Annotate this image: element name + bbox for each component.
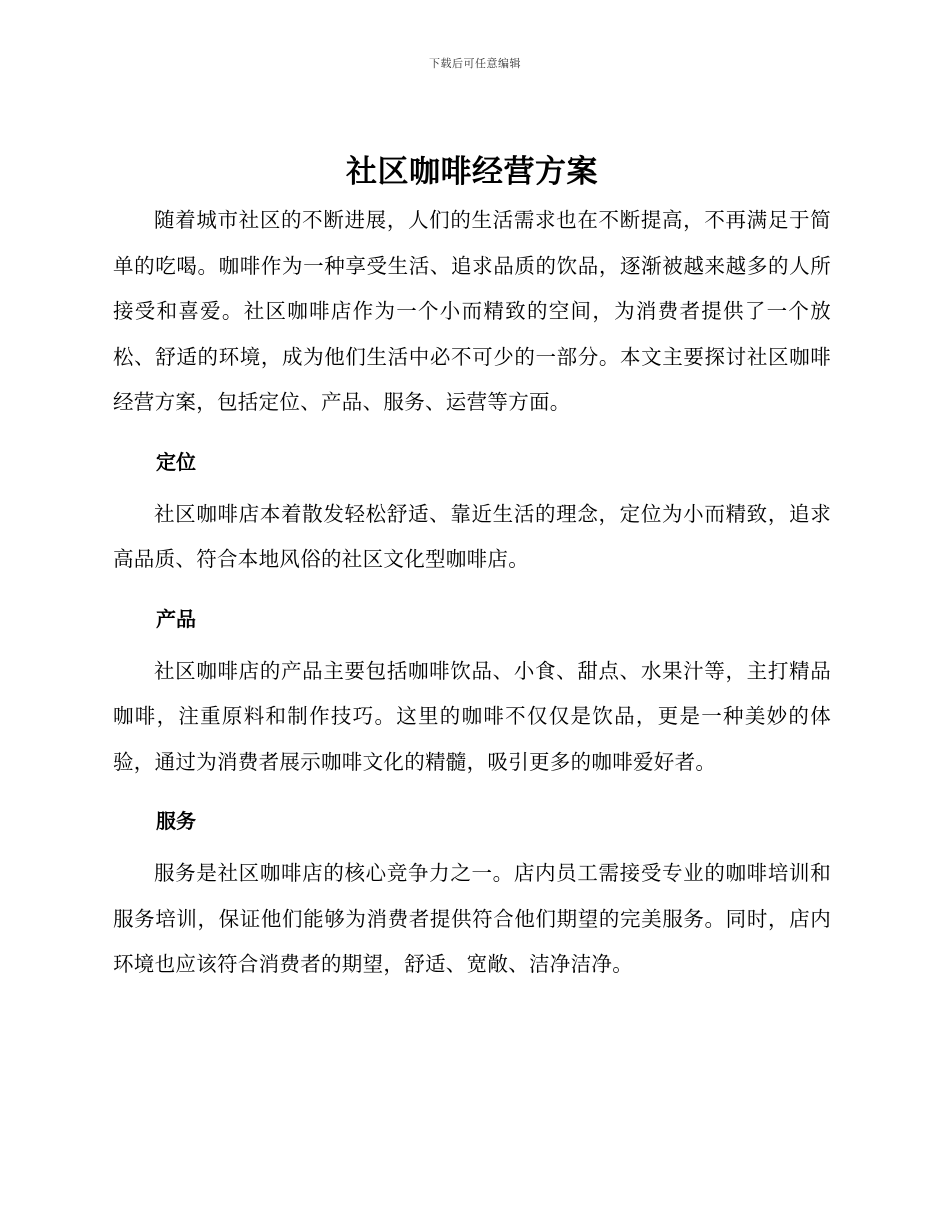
section-paragraph: 社区咖啡店本着散发轻松舒适、靠近生活的理念，定位为小而精致，追求高品质、符合本地风俗的社区文化型咖啡店。: [113, 501, 831, 571]
section-heading: 服务: [156, 809, 196, 833]
section-heading: 产品: [156, 606, 196, 631]
document-body: [113, 148, 831, 988]
section-paragraph: 社区咖啡店的产品主要包括咖啡饮品、小食、甜点、水果汁等，主打精品咖啡，注重原料和制作技巧。这里的咖啡不仅仅是饮品，更是一种美妙的体验，通过为消费者展示咖啡文化的精髓，吸引更多的咖啡爱好者。: [113, 658, 831, 774]
intro-paragraph: 随着城市社区的不断进展，人们的生活需求也在不断提高，不再满足于简单的吃喝。咖啡作为一种享受生活、追求品质的饮品，逐渐被越来越多的人所接受和喜爱。社区咖啡店作为一个小而精致的空间，为消费者提供了一个放松、舒适的环境，成为他们生活中必不可少的一部分。本文主要探讨社区咖啡经营方案，包括定位、产品、服务、运营等方面。: [113, 208, 831, 414]
section-products: [113, 599, 831, 786]
section-positioning: [113, 442, 831, 583]
header-note: 下载后可任意编辑: [429, 57, 521, 70]
section-service: [113, 801, 831, 988]
section-paragraph: 服务是社区咖啡店的核心竞争力之一。店内员工需接受专业的咖啡培训和服务培训，保证他们能够为消费者提供符合他们期望的完美服务。同时，店内环境也应该符合消费者的期望，舒适、宽敞、洁净洁净。: [113, 861, 831, 976]
document-title: 社区咖啡经营方案: [346, 154, 598, 190]
section-heading: 定位: [156, 449, 196, 474]
